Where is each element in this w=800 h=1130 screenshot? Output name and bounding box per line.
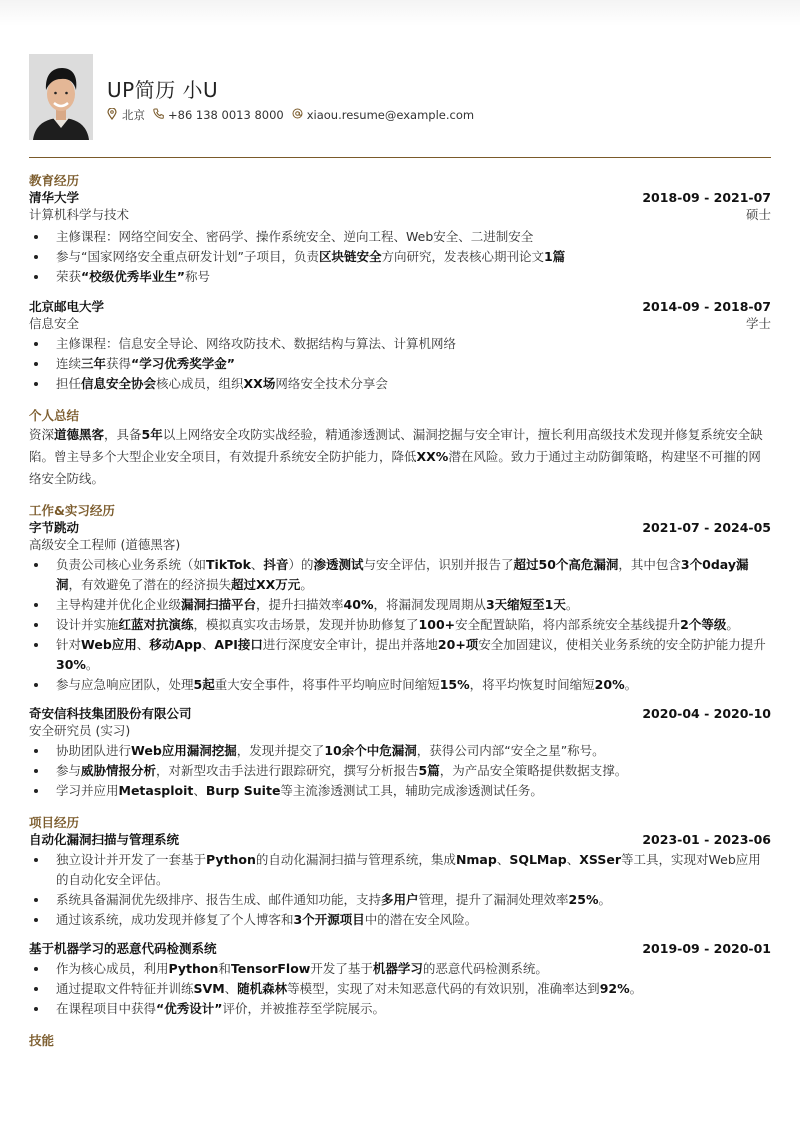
emphasis-text: 区块链安全 xyxy=(318,249,382,264)
text: 方向研究，发表核心期刊论文 xyxy=(381,249,544,264)
text: 主修课程：信息安全导论、网络攻防技术、数据结构与算法、计算机网络 xyxy=(56,336,457,351)
text: 。 xyxy=(565,597,579,612)
bullet-item xyxy=(29,741,771,761)
resume-page xyxy=(29,0,771,1049)
emphasis-text: XX场 xyxy=(243,376,276,391)
emphasis-text: 3天缩短至1天 xyxy=(485,597,566,612)
bullet-item xyxy=(29,267,771,287)
text: 开发了基于 xyxy=(310,961,373,976)
work-date: 2020-04 - 2020-10 xyxy=(642,706,771,721)
education-item xyxy=(29,298,771,394)
bullet-item xyxy=(29,850,771,890)
emphasis-text: 三年 xyxy=(81,356,107,371)
text: 、 xyxy=(566,852,580,867)
text: 。 xyxy=(300,577,313,592)
emphasis-text: 抖音 xyxy=(263,557,289,572)
education-sub-row xyxy=(29,206,771,223)
major: 计算机科学与技术 xyxy=(29,207,130,222)
emphasis-text: Python xyxy=(206,852,256,867)
emphasis-text: SVM xyxy=(193,981,225,996)
contact-email xyxy=(292,108,474,122)
bullet-item xyxy=(29,979,771,999)
text: 协助团队进行 xyxy=(56,743,132,758)
text: 、 xyxy=(193,783,206,798)
section-work xyxy=(29,503,771,801)
text: 以上网络安全攻防实战经验，精通渗透测试、漏洞挖掘与安全审计，擅长利用高级技术发现并修复系统安全缺陷。曾主导多个大型企业安全项目，有效提升系统安全防护能力，降低 xyxy=(29,427,763,464)
emphasis-text: 20+项 xyxy=(437,637,479,652)
emphasis-text: “优秀设计” xyxy=(156,1001,223,1016)
text: 。 xyxy=(598,892,611,907)
text: ，为产品安全策略提供数据支撑。 xyxy=(439,763,628,778)
text: 、 xyxy=(136,637,150,652)
school-name: 清华大学 xyxy=(29,190,80,205)
text: 连续 xyxy=(56,356,82,371)
contact-info xyxy=(107,107,482,123)
text: 安全配置缺陷，将内部系统安全基线提升 xyxy=(455,617,681,632)
text: 等工具，实现对Web应用的自动化安全评估。 xyxy=(56,852,761,887)
emphasis-text: 100+ xyxy=(418,617,456,632)
section-education xyxy=(29,173,771,394)
section-title-education: 教育经历 xyxy=(29,173,80,188)
text: 学习并应用 xyxy=(56,783,119,798)
bullet-item xyxy=(29,615,771,635)
text: 。 xyxy=(85,657,99,672)
text: 担任 xyxy=(56,376,82,391)
text: 中的潜在安全风险。 xyxy=(364,912,478,927)
emphasis-text: 5年 xyxy=(141,427,163,442)
text: 与安全评估，识别并报告了 xyxy=(363,557,514,572)
text: ，将漏洞发现周期从 xyxy=(373,597,486,612)
bullet-list xyxy=(29,227,771,287)
text: 。 xyxy=(629,981,643,996)
emphasis-text: Web应用漏洞挖掘 xyxy=(131,743,237,758)
text: 获得 xyxy=(106,356,132,371)
bullet-list xyxy=(29,334,771,394)
section-title-projects: 项目经历 xyxy=(29,815,80,830)
emphasis-text: Web应用 xyxy=(81,637,137,652)
education-header-row xyxy=(29,298,771,315)
bullet-item xyxy=(29,334,771,354)
text: 、 xyxy=(250,557,264,572)
text: 通过提取文件特征并训练 xyxy=(56,981,194,996)
text: 设计并实施 xyxy=(56,617,119,632)
text: 网络安全技术分享会 xyxy=(275,376,388,391)
project-name: 自动化漏洞扫描与管理系统 xyxy=(29,832,180,847)
emphasis-text: TikTok xyxy=(206,557,251,572)
text: 管理，提升了漏洞处理效率 xyxy=(418,892,569,907)
emphasis-text: 40% xyxy=(343,597,374,612)
emphasis-text: Burp Suite xyxy=(205,783,281,798)
emphasis-text: 15% xyxy=(439,677,470,692)
phone-icon xyxy=(153,108,163,122)
emphasis-text: 渗透测试 xyxy=(313,557,364,572)
emphasis-text: 2个等级 xyxy=(680,617,727,632)
resume-header xyxy=(29,0,771,158)
emphasis-text: 红蓝对抗演练 xyxy=(118,617,194,632)
candidate-name: UP简历 小U xyxy=(107,78,219,102)
text: 。 xyxy=(624,677,638,692)
text: 独立设计并开发了一套基于 xyxy=(56,852,207,867)
company-name: 奇安信科技集团股份有限公司 xyxy=(29,706,192,721)
emphasis-text: 10余个中危漏洞 xyxy=(324,743,417,758)
project-item xyxy=(29,831,771,930)
emphasis-text: Metasploit xyxy=(118,783,194,798)
avatar-photo xyxy=(29,54,93,140)
project-header-row xyxy=(29,940,771,957)
project-date: 2019-09 - 2020-01 xyxy=(642,941,771,956)
bullet-list xyxy=(29,959,771,1019)
text: 在课程项目中获得 xyxy=(56,1001,157,1016)
text: 、 xyxy=(224,981,238,996)
text: ，具备 xyxy=(104,427,142,442)
emphasis-text: 30% xyxy=(56,657,86,672)
work-item xyxy=(29,705,771,801)
location-text: 北京 xyxy=(122,108,145,122)
emphasis-text: 机器学习 xyxy=(372,961,423,976)
text: 主修课程：网络空间安全、密码学、操作系统安全、逆向工程、Web安全、二进制安全 xyxy=(56,229,534,244)
bullet-item xyxy=(29,781,771,801)
school-name: 北京邮电大学 xyxy=(29,299,105,314)
text: 的恶意代码检测系统。 xyxy=(422,961,548,976)
text: 、 xyxy=(496,852,510,867)
section-projects xyxy=(29,815,771,1019)
text: 称号 xyxy=(184,269,210,284)
bullet-list xyxy=(29,555,771,695)
text: 等主流渗透测试工具，辅助完成渗透测试任务。 xyxy=(280,783,543,798)
degree: 硕士 xyxy=(745,207,771,222)
emphasis-text: 3个开源项目 xyxy=(293,912,365,927)
text: 负责公司核心业务系统（如 xyxy=(56,557,207,572)
emphasis-text: 超过XX万元 xyxy=(231,577,301,592)
project-name: 基于机器学习的恶意代码检测系统 xyxy=(29,941,217,956)
emphasis-text: TensorFlow xyxy=(230,961,311,976)
bullet-item xyxy=(29,959,771,979)
work-date: 2021-07 - 2024-05 xyxy=(642,520,771,535)
emphasis-text: 威胁情报分析 xyxy=(81,763,157,778)
education-sub-row xyxy=(29,315,771,332)
emphasis-text: 3个0day漏洞 xyxy=(56,557,749,592)
text: ，其中包含 xyxy=(618,557,681,572)
text: ，将平均恢复时间缩短 xyxy=(469,677,595,692)
work-item xyxy=(29,519,771,695)
emphasis-text: XX% xyxy=(416,449,449,464)
avatar xyxy=(29,54,93,140)
text: ，发现并提交了 xyxy=(236,743,325,758)
text: ，获得公司内部“安全之星”称号。 xyxy=(416,743,605,758)
section-summary xyxy=(29,408,771,490)
contact-phone xyxy=(153,108,284,122)
location-icon xyxy=(107,108,117,123)
project-item xyxy=(29,940,771,1019)
bullet-item xyxy=(29,595,771,615)
bullet-item xyxy=(29,910,771,930)
bullet-item xyxy=(29,555,771,595)
bullet-list xyxy=(29,850,771,930)
text: 参与应急响应团队，处理 xyxy=(56,677,194,692)
company-name: 字节跳动 xyxy=(29,520,80,535)
education-item xyxy=(29,189,771,287)
bullet-item xyxy=(29,761,771,781)
text: 系统具备漏洞优先级排序、报告生成、邮件通知功能，支持 xyxy=(56,892,382,907)
text: 参与“国家网络安全重点研发计划”子项目，负责 xyxy=(56,249,319,264)
job-role: 安全研究员 (实习) xyxy=(29,723,131,738)
emphasis-text: 漏洞扫描平台 xyxy=(181,597,257,612)
emphasis-text: 移动App xyxy=(149,637,202,652)
text: 参与 xyxy=(56,763,82,778)
project-header-row xyxy=(29,831,771,848)
text: 进行深度安全审计，提出并落地 xyxy=(262,637,438,652)
text: 资深 xyxy=(29,427,55,442)
bullet-item xyxy=(29,247,771,267)
work-sub-row xyxy=(29,536,771,553)
text: ）的 xyxy=(288,557,314,572)
emphasis-text: 信息安全协会 xyxy=(81,376,157,391)
text: 和 xyxy=(218,961,231,976)
section-skills xyxy=(29,1033,771,1049)
text: 核心成员，组织 xyxy=(156,376,244,391)
emphasis-text: “学习优秀奖学金” xyxy=(131,356,235,371)
emphasis-text: 20% xyxy=(594,677,625,692)
bullet-item xyxy=(29,890,771,910)
emphasis-text: 5篇 xyxy=(418,763,440,778)
emphasis-text: 1篇 xyxy=(543,249,566,264)
phone-text[interactable]: +86 138 0013 8000 xyxy=(168,108,284,122)
emphasis-text: Nmap xyxy=(455,852,497,867)
bullet-item xyxy=(29,354,771,374)
text: 主导构建并优化企业级 xyxy=(56,597,182,612)
emphasis-text: API接口 xyxy=(214,637,263,652)
project-date: 2023-01 - 2023-06 xyxy=(642,832,771,847)
bullet-item xyxy=(29,999,771,1019)
bullet-item xyxy=(29,227,771,247)
emphasis-text: “校级优秀毕业生” xyxy=(81,269,185,284)
email-icon xyxy=(292,108,302,122)
education-header-row xyxy=(29,189,771,206)
work-header-row xyxy=(29,705,771,722)
emphasis-text: 超过50个高危漏洞 xyxy=(513,557,619,572)
text: 评价，并被推荐至学院展示。 xyxy=(222,1001,385,1016)
emphasis-text: 92% xyxy=(599,981,630,996)
work-header-row xyxy=(29,519,771,536)
section-title-skills: 技能 xyxy=(29,1033,55,1048)
bullet-item xyxy=(29,374,771,394)
summary-text xyxy=(29,424,771,490)
education-date: 2018-09 - 2021-07 xyxy=(642,190,771,205)
emphasis-text: 道德黑客 xyxy=(54,427,105,442)
text: 荣获 xyxy=(56,269,82,284)
text: 重大安全事件，将事件平均响应时间缩短 xyxy=(214,677,440,692)
emphasis-text: 随机森林 xyxy=(237,981,288,996)
contact-location xyxy=(107,107,145,123)
degree: 学士 xyxy=(745,316,771,331)
major: 信息安全 xyxy=(29,316,80,331)
text: ，模拟真实攻击场景，发现并协助修复了 xyxy=(193,617,419,632)
emphasis-text: 5起 xyxy=(193,677,215,692)
emphasis-text: 25% xyxy=(568,892,599,907)
bullet-list xyxy=(29,741,771,801)
text: 针对 xyxy=(56,637,82,652)
text: 安全加固建议，使相关业务系统的安全防护能力提升 xyxy=(478,637,766,652)
emphasis-text: Python xyxy=(168,961,219,976)
text: 、 xyxy=(201,637,215,652)
emphasis-text: XSSer xyxy=(579,852,621,867)
bullet-item xyxy=(29,675,771,695)
emphasis-text: 多用户 xyxy=(381,892,419,907)
work-sub-row xyxy=(29,722,771,739)
text: 。 xyxy=(726,617,739,632)
text: ，有效避免了潜在的经济损失 xyxy=(68,577,232,592)
text: 作为核心成员，利用 xyxy=(56,961,169,976)
text: 潜在风险。致力于通过主动防御策略，构建坚不可摧的网络安全防线。 xyxy=(29,449,761,486)
bullet-item xyxy=(29,635,771,675)
text: 的自动化漏洞扫描与管理系统，集成 xyxy=(255,852,456,867)
section-title-summary: 个人总结 xyxy=(29,408,80,423)
text: ，提升扫描效率 xyxy=(256,597,344,612)
education-date: 2014-09 - 2018-07 xyxy=(642,299,771,314)
job-role: 高级安全工程师 (道德黑客) xyxy=(29,537,181,552)
section-title-work: 工作&实习经历 xyxy=(29,503,115,518)
email-text[interactable]: xiaou.resume@example.com xyxy=(306,108,475,122)
text: 等模型，实现了对未知恶意代码的有效识别，准确率达到 xyxy=(287,981,600,996)
text: ，对新型攻击手法进行跟踪研究，撰写分析报告 xyxy=(156,763,419,778)
emphasis-text: SQLMap xyxy=(509,852,567,867)
text: 通过该系统，成功发现并修复了个人博客和 xyxy=(56,912,294,927)
